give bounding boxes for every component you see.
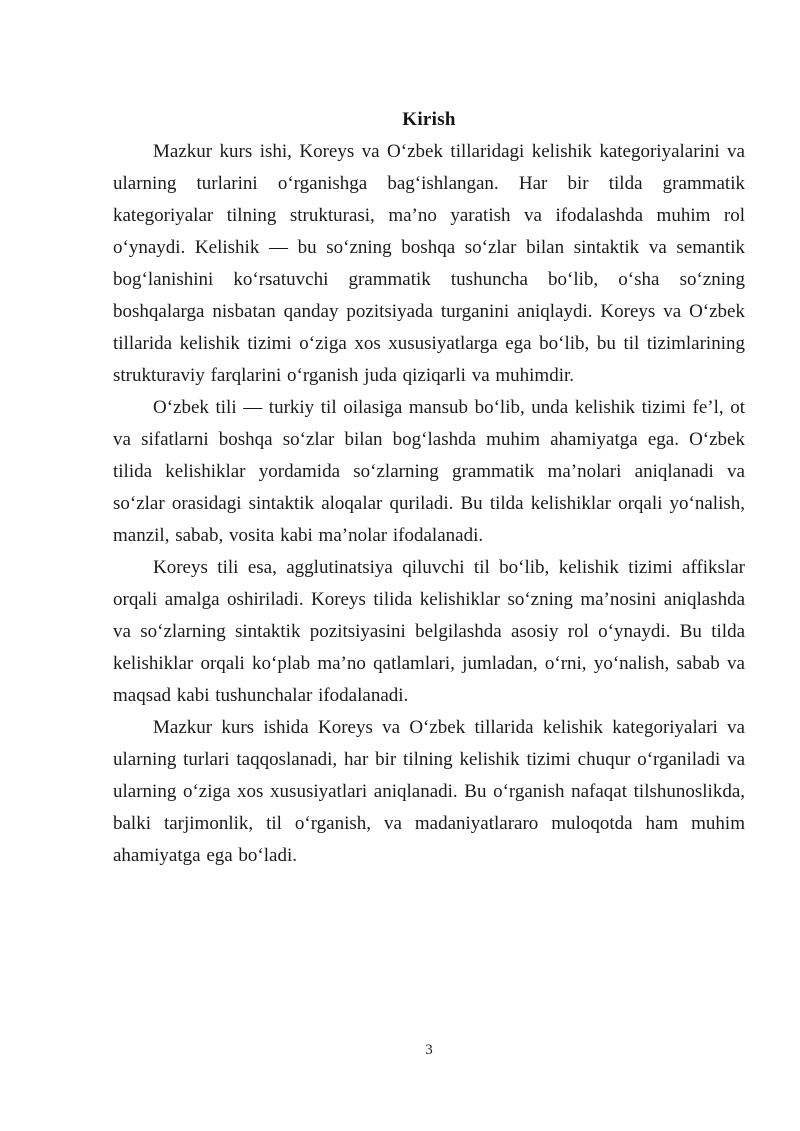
document-body <box>113 136 745 872</box>
paragraph-4: Mazkur kurs ishida Koreys va Oʻzbek tillarida kelishik kategoriyalari va ularning turlari taqqoslanadi, har bir tilning kelishik tizimi chuqur oʻrganiladi va ularning oʻziga xos xususiyatlari aniqlanadi. Bu oʻrganish nafaqat tilshunoslikda, balki tarjimonlik, til oʻrganish, va madaniyatlararo muloqotda ham muhim ahamiyatga ega boʻladi. <box>113 717 745 866</box>
paragraph-1: Mazkur kurs ishi, Koreys va Oʻzbek tillaridagi kelishik kategoriyalarini va ularning turlarini oʻrganishga bagʻishlangan. Har bir tilda grammatik kategoriyalar tilning strukturasi, maʼno yaratish va ifodalashda muhim rol oʻynaydi. Kelishik — bu soʻzning boshqa soʻzlar bilan sintaktik va semantik bogʻlanishini koʻrsatuvchi grammatik tushuncha boʻlib, oʻsha soʻzning boshqalarga nisbatan qanday pozitsiyada turganini aniqlaydi. Koreys va Oʻzbek tillarida kelishik tizimi oʻziga xos xususiyatlarga ega boʻlib, bu til tizimlarining strukturaviy farqlarini oʻrganish juda qiziqarli va muhimdir. <box>113 141 745 386</box>
paragraph-3: Koreys tili esa, agglutinatsiya qiluvchi til boʻlib, kelishik tizimi affikslar orqali amalga oshiriladi. Koreys tilida kelishiklar soʻzning maʼnosini aniqlashda va soʻzlarning sintaktik pozitsiyasini belgilashda asosiy rol oʻynaydi. Bu tilda kelishiklar orqali koʻplab maʼno qatlamlari, jumladan, oʻrni, yoʻnalish, sabab va maqsad kabi tushunchalar ifodalanadi. <box>113 557 745 706</box>
paragraph-2: Oʻzbek tili — turkiy til oilasiga mansub boʻlib, unda kelishik tizimi feʼl, ot va sifatlarni boshqa soʻzlar bilan bogʻlashda muhim ahamiyatga ega. Oʻzbek tilida kelishiklar yordamida soʻzlarning grammatik maʼnolari aniqlanadi va soʻzlar orasidagi sintaktik aloqalar quriladi. Bu tilda kelishiklar orqali yoʻnalish, manzil, sabab, vosita kabi maʼnolar ifodalanadi. <box>113 397 745 546</box>
page-number: 3 <box>425 1042 433 1058</box>
page-title: Kirish <box>402 109 456 130</box>
